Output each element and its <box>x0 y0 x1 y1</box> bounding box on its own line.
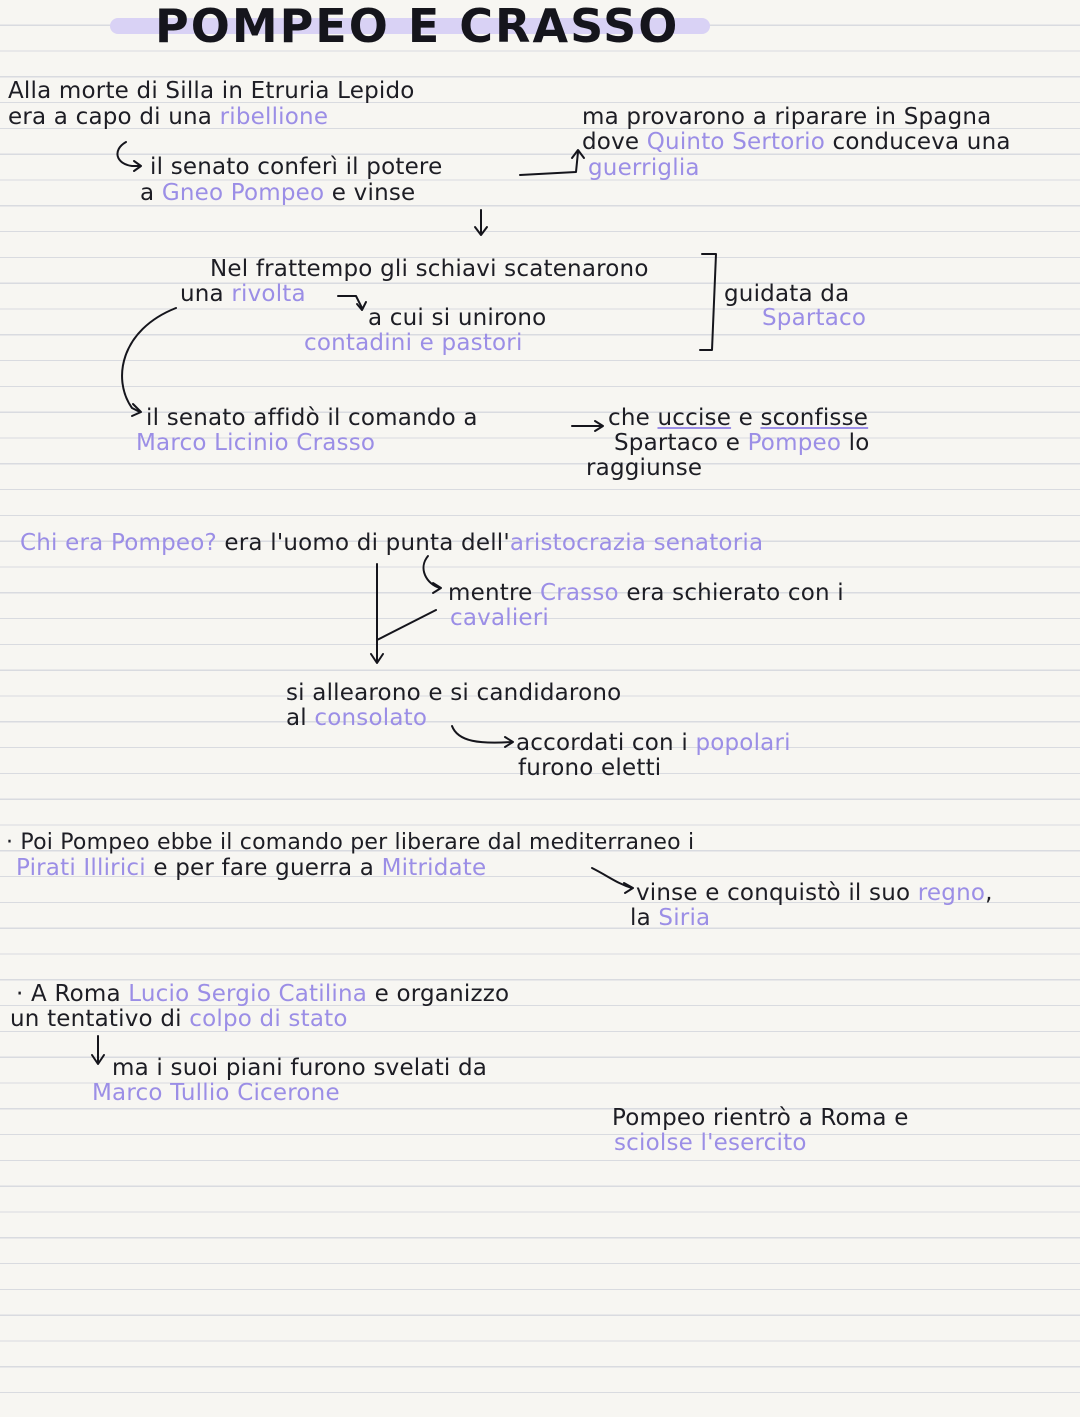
block2-line4: contadini e pastori <box>304 330 523 356</box>
curve-accordati <box>452 726 512 743</box>
highlight-term: aristocrazia senatoria <box>509 530 764 556</box>
join-line <box>377 610 436 640</box>
text-segment: conduceva una <box>825 129 1011 155</box>
block2-line5: il senato affidò il comando a <box>146 405 478 431</box>
block3-allearono-line2 <box>286 705 427 731</box>
block1-right3: guerriglia <box>588 155 700 181</box>
highlight-term: consolato <box>314 705 428 731</box>
block3-mentre-line2: cavalieri <box>450 605 550 631</box>
block5-line2 <box>10 1006 348 1032</box>
text-segment: era l'uomo di punta dell' <box>216 530 510 556</box>
question: Chi era Pompeo? <box>20 530 217 556</box>
text-segment: accordati con i <box>516 730 696 756</box>
block2-right1 <box>608 405 868 431</box>
block5-right1: Pompeo rientrò a Roma e <box>612 1105 909 1131</box>
underlined-term: uccise <box>657 405 732 431</box>
text-segment: che <box>608 405 658 431</box>
underlined-term: sconfisse <box>760 405 869 431</box>
text-segment: al <box>286 705 315 731</box>
text-segment: mentre <box>448 580 540 606</box>
block1-line4 <box>140 180 415 206</box>
highlight-term: popolari <box>695 730 791 756</box>
block4-line1: · Poi Pompeo ebbe il comando per liberare dal mediterraneo i <box>6 830 695 855</box>
block1-line2 <box>8 104 328 130</box>
arrowhead-vinse <box>624 883 633 893</box>
block5-line4: Marco Tullio Cicerone <box>92 1080 340 1106</box>
block1-line1: Alla morte di Silla in Etruria Lepido <box>8 78 415 104</box>
bracket <box>700 254 716 350</box>
text-segment: la <box>630 905 659 931</box>
text-segment: , <box>985 880 993 906</box>
block2-line3: a cui si unirono <box>368 305 547 331</box>
text-segment: una <box>180 281 232 307</box>
highlight-term: Pompeo <box>747 430 842 456</box>
text-segment: un tentativo di <box>10 1006 190 1032</box>
block4-right1 <box>636 880 993 906</box>
highlight-term: Lucio Sergio Catilina <box>128 981 368 1007</box>
block2-guided: guidata da <box>724 281 850 307</box>
text-segment: dove <box>582 129 647 155</box>
text-segment: e <box>731 405 761 431</box>
block3-mentre-line1 <box>448 580 844 606</box>
text-segment: era a capo di una <box>8 104 220 130</box>
block5-right2: sciolse l'esercito <box>614 1130 807 1156</box>
block2-line6: Marco Licinio Crasso <box>136 430 376 456</box>
text-segment: · A Roma <box>16 981 129 1007</box>
text-segment: e per fare guerra a <box>145 855 382 881</box>
block3-accordati-line2: furono eletti <box>518 755 662 781</box>
highlight-term: Pirati Illirici <box>16 855 146 881</box>
highlight-term: colpo di stato <box>189 1006 348 1032</box>
block2-guided-by: Spartaco <box>762 305 867 331</box>
text-segment: lo <box>841 430 870 456</box>
block3-accordati-line1 <box>516 730 791 756</box>
arrow-to-spagna <box>520 152 578 175</box>
block3-allearono-line1: si allearono e si candidarono <box>286 680 622 706</box>
block2-right3: raggiunse <box>586 455 703 481</box>
block1-right1: ma provarono a riparare in Spagna <box>582 104 992 130</box>
text-segment: e vinse <box>324 180 416 206</box>
highlight-term: regno <box>917 880 986 906</box>
highlight-term: Crasso <box>539 580 619 606</box>
highlight-term: Mitridate <box>381 855 487 881</box>
text-segment: e organizzo <box>367 981 510 1007</box>
highlight-term: Gneo Pompeo <box>161 180 325 206</box>
curve-mentre <box>424 556 440 588</box>
block5-line3: ma i suoi piani furono svelati da <box>112 1055 488 1081</box>
text-segment: era schierato con i <box>618 580 844 606</box>
block5-line1 <box>16 981 509 1007</box>
block2-line2 <box>180 281 306 307</box>
block4-line2 <box>16 855 486 881</box>
text-segment: Spartaco e <box>614 430 748 456</box>
block3-question-line <box>20 530 763 556</box>
block2-right2 <box>614 430 870 456</box>
highlight-term: ribellione <box>219 104 329 130</box>
text-segment: a <box>140 180 162 206</box>
block4-right2 <box>630 905 710 931</box>
curve-to-senato <box>122 308 176 412</box>
text-segment: vinse e conquistò il suo <box>636 880 918 906</box>
block1-line3: il senato conferì il potere <box>150 154 443 180</box>
highlight-term: Quinto Sertorio <box>646 129 826 155</box>
highlight-term: rivolta <box>231 281 306 307</box>
page-title: POMPEO E CRASSO <box>155 0 680 53</box>
block2-line1: Nel frattempo gli schiavi scatenarono <box>210 256 649 282</box>
block1-right2 <box>582 129 1011 155</box>
highlight-term: Siria <box>658 905 711 931</box>
